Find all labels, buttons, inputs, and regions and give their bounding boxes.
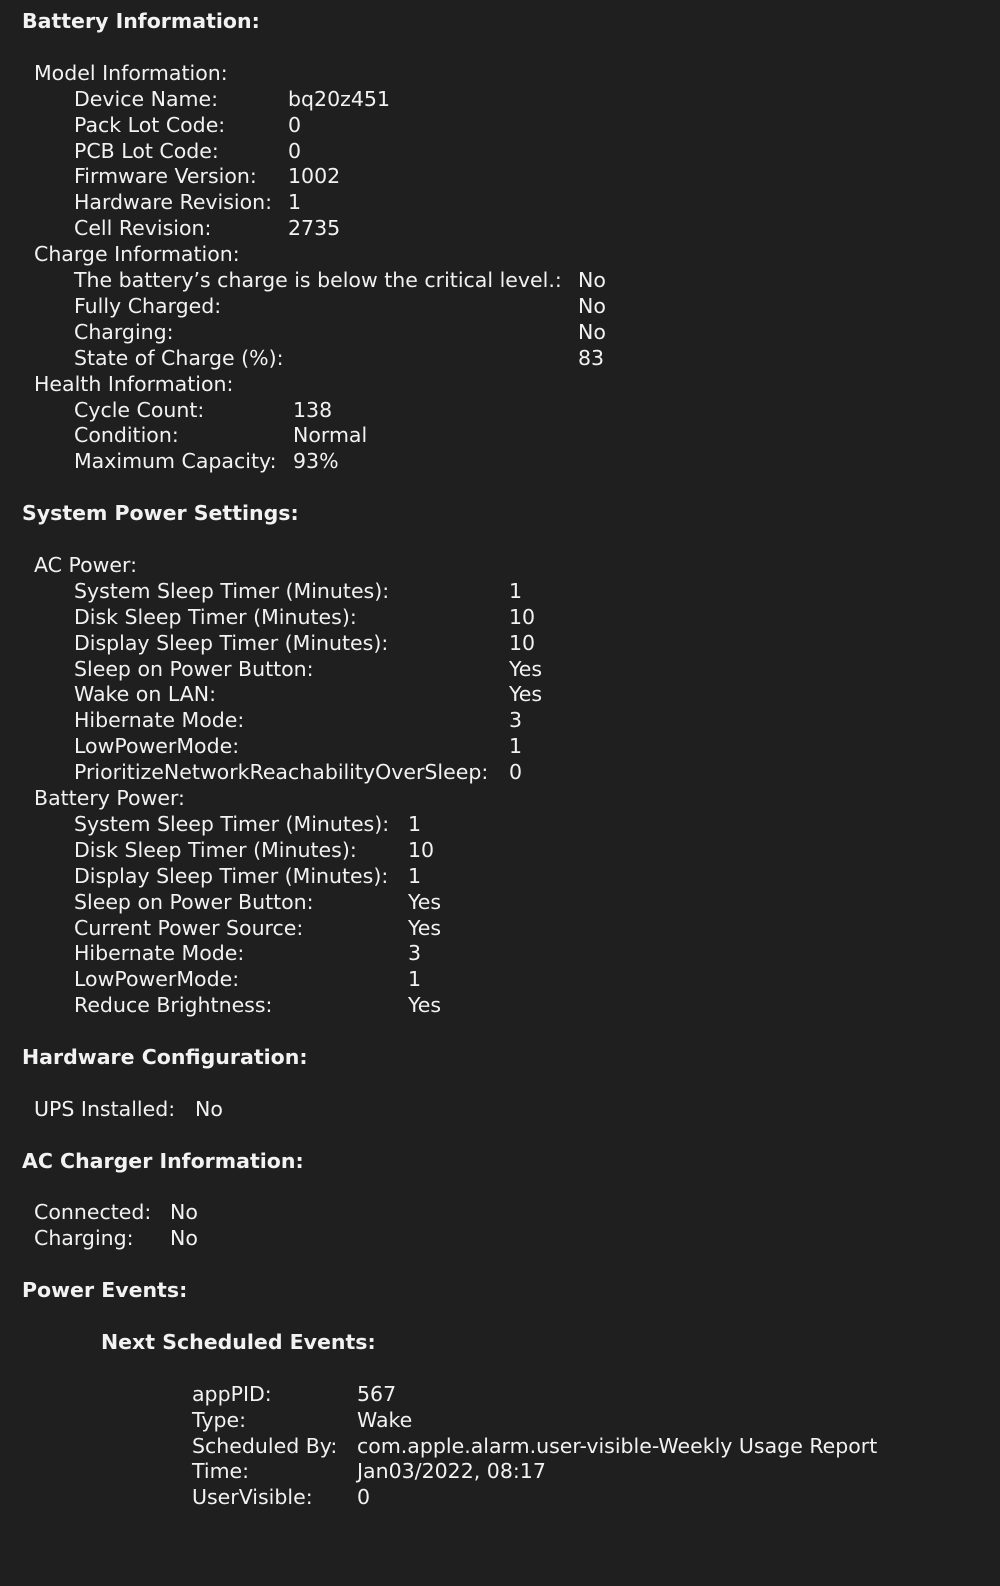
battery-power-row-label: Reduce Brightness:: [74, 993, 273, 1018]
ac-power-heading: AC Power:: [34, 552, 138, 577]
battery-power-row-label: Current Power Source:: [74, 915, 304, 940]
model-row-value: 2735: [288, 216, 341, 241]
scheduled-event-row-label: Scheduled By:: [192, 1433, 338, 1458]
health-row-label: Maximum Capacity:: [74, 449, 277, 474]
ac-power-row-value: 1: [509, 578, 523, 603]
charge-row-label: Charging:: [74, 319, 174, 344]
ac-power-row-label: Display Sleep Timer (Minutes):: [74, 630, 389, 655]
model-row-value: bq20z451: [288, 86, 390, 111]
model-row-label: Hardware Revision:: [74, 190, 273, 215]
ac-power-row-label: PrioritizeNetworkReachabilityOverSleep:: [74, 760, 489, 785]
charge-row-value: No: [578, 293, 606, 318]
charge-row-value: No: [578, 319, 606, 344]
scheduled-event-row-label: Time:: [192, 1459, 250, 1484]
ac-power-row-label: Wake on LAN:: [74, 682, 216, 707]
ac-power-row-label: Hibernate Mode:: [74, 708, 245, 733]
ac-power-row-value: Yes: [509, 682, 543, 707]
ac-charger-row-value: No: [170, 1200, 198, 1225]
battery-power-row-label: LowPowerMode:: [74, 967, 240, 992]
health-row-value: 138: [293, 397, 333, 422]
scheduled-event-row-value: Jan03/2022, 08:17: [357, 1459, 546, 1484]
model-row-value: 0: [288, 138, 302, 163]
ac-power-row-value: 10: [509, 604, 536, 629]
hardware-row-label: UPS Installed:: [34, 1096, 176, 1121]
ac-power-row-label: LowPowerMode:: [74, 734, 240, 759]
model-information-heading: Model Information:: [34, 60, 228, 85]
health-row-label: Cycle Count:: [74, 397, 205, 422]
scheduled-event-row-value: Wake: [357, 1407, 413, 1432]
battery-power-row-value: Yes: [408, 915, 442, 940]
scheduled-event-row-value: com.apple.alarm.user-visible-Weekly Usage Report: [357, 1433, 878, 1458]
battery-power-row-label: Hibernate Mode:: [74, 941, 245, 966]
battery-power-row-value: 1: [408, 811, 422, 836]
ac-power-row-value: 3: [509, 708, 523, 733]
power-events-heading: Power Events:: [22, 1278, 188, 1303]
ac-power-row-label: Disk Sleep Timer (Minutes):: [74, 604, 357, 629]
model-row-value: 1: [288, 190, 302, 215]
battery-power-row-label: System Sleep Timer (Minutes):: [74, 811, 390, 836]
ac-power-row-value: 10: [509, 630, 536, 655]
ac-power-row-label: System Sleep Timer (Minutes):: [74, 578, 390, 603]
scheduled-event-row-value: 0: [357, 1485, 371, 1510]
ac-charger-row-value: No: [170, 1226, 198, 1251]
battery-power-row-value: 1: [408, 863, 422, 888]
scheduled-event-row-value: 567: [357, 1381, 397, 1406]
battery-power-row-value: 10: [408, 837, 435, 862]
model-row-label: Device Name:: [74, 86, 219, 111]
scheduled-event-row-label: UserVisible:: [192, 1485, 313, 1510]
hardware-row-value: No: [195, 1096, 223, 1121]
battery-power-row-value: Yes: [408, 889, 442, 914]
model-row-value: 0: [288, 112, 302, 137]
hardware-configuration-heading: Hardware Configuration:: [22, 1045, 308, 1069]
health-information-heading: Health Information:: [34, 371, 234, 396]
ac-power-row-value: 0: [509, 760, 523, 785]
ac-power-row-label: Sleep on Power Button:: [74, 656, 314, 681]
model-row-value: 1002: [288, 164, 341, 189]
ac-charger-row-label: Connected:: [34, 1200, 152, 1225]
ac-power-row-value: 1: [509, 734, 523, 759]
battery-power-row-value: 1: [408, 967, 422, 992]
battery-information-heading: Battery Information:: [22, 9, 260, 33]
next-scheduled-events-heading: Next Scheduled Events:: [101, 1329, 376, 1354]
battery-power-row-label: Disk Sleep Timer (Minutes):: [74, 837, 357, 862]
charge-row-label: The battery’s charge is below the critical level.:: [74, 268, 562, 292]
battery-power-row-value: 3: [408, 941, 422, 966]
model-row-label: Cell Revision:: [74, 216, 212, 241]
battery-power-row-value: Yes: [408, 993, 442, 1018]
health-row-label: Condition:: [74, 423, 179, 448]
ac-charger-information-heading: AC Charger Information:: [22, 1148, 304, 1173]
model-row-label: Pack Lot Code:: [74, 112, 226, 137]
health-row-value: 93%: [293, 449, 339, 474]
battery-power-row-label: Display Sleep Timer (Minutes):: [74, 863, 389, 888]
model-row-label: Firmware Version:: [74, 164, 257, 189]
charge-row-label: Fully Charged:: [74, 293, 222, 318]
charge-row-value: No: [578, 268, 606, 292]
scheduled-event-row-label: appPID:: [192, 1381, 272, 1406]
ac-charger-row-label: Charging:: [34, 1226, 134, 1251]
battery-power-row-label: Sleep on Power Button:: [74, 889, 314, 914]
battery-power-heading: Battery Power:: [34, 786, 185, 810]
model-row-label: PCB Lot Code:: [74, 138, 219, 163]
charge-row-value: 83: [578, 345, 605, 370]
charge-information-heading: Charge Information:: [34, 242, 240, 267]
system-power-settings-heading: System Power Settings:: [22, 501, 299, 526]
health-row-value: Normal: [293, 423, 368, 448]
scheduled-event-row-label: Type:: [192, 1407, 246, 1432]
ac-power-row-value: Yes: [509, 656, 543, 681]
charge-row-label: State of Charge (%):: [74, 345, 284, 370]
